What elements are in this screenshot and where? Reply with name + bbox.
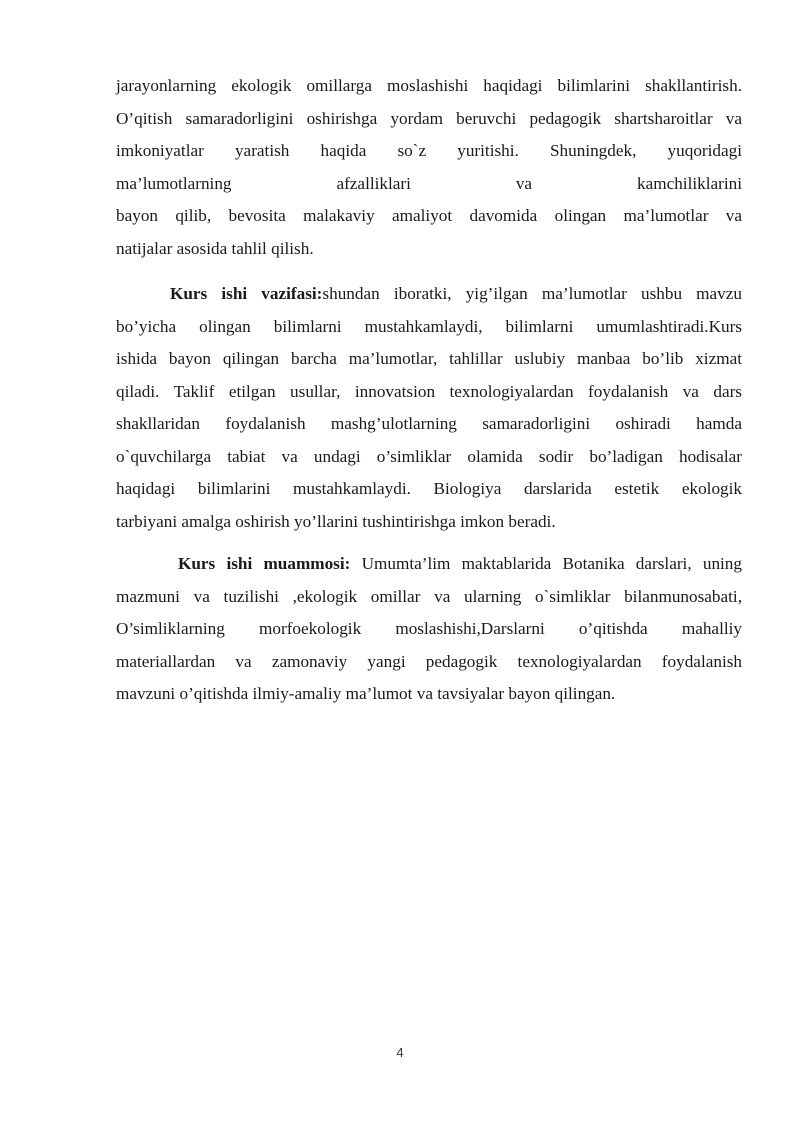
text-line: qiladi. Taklif etilgan usullar, innovatsion texnologiyalardan foydalanish va dars [116, 381, 742, 401]
paragraph-intro [116, 70, 742, 265]
text-line [116, 548, 742, 581]
text-line: jarayonlarning ekologik omillarga moslashishi haqidagi bilimlarini shakllantirish. [116, 76, 742, 95]
section-lead-tasks: Kurs ishi vazifasi: [170, 284, 323, 303]
text-line: mavzuni o’qitishda ilmiy-amaliy ma’lumot va tavsiyalar bayon qilingan. [116, 684, 616, 703]
text-line: O’simliklarning morfoekologik moslashishi,Darslarni o’qitishda mahalliy [116, 619, 742, 638]
text-line: bayon qilib, bevosita malakaviy amaliyot davomida olingan ma’lumotlar va [116, 206, 742, 225]
text-line: o`quvchilarga tabiat va undagi o’simliklar olamida sodir bo’ladigan hodisalar [116, 446, 742, 466]
text-line: bo’yicha olingan bilimlarni mustahkamlaydi, bilimlarni umumlashtiradi.Kurs [116, 316, 742, 336]
text-line: imkoniyatlar yaratish haqida so`z yuritishi. Shuningdek, yuqoridagi [116, 141, 742, 160]
text-line: natijalar asosida tahlil qilish. [116, 238, 314, 258]
text-line [116, 278, 742, 311]
text-line: shakllaridan foydalanish mashg’ulotlarning samaradorligini oshiradi hamda [116, 414, 742, 433]
text-line: haqidagi bilimlarini mustahkamlaydi. Biologiya darslarida estetik ekologik [116, 479, 742, 498]
text-line: tarbiyani amalga oshirish yo’llarini tushintirishga imkon beradi. [116, 511, 556, 531]
text-line: materiallardan va zamonaviy yangi pedagogik texnologiyalardan foydalanish [116, 651, 742, 671]
text-line: ishida bayon qilingan barcha ma’lumotlar, tahlillar uslubiy manbaa bo’lib xizmat [116, 349, 742, 368]
paragraph-course-problem [116, 548, 742, 711]
text-line: O’qitish samaradorligini oshirishga yordam beruvchi pedagogik shartsharoitlar va [116, 108, 742, 128]
section-lead-problem: Kurs ishi muammosi: [178, 554, 351, 573]
text-line: mazmuni va tuzilishi ,ekologik omillar va ularning o`simliklar bilanmunosabati, [116, 586, 742, 606]
text-span: Umumta’lim maktablarida Botanika darslari, uning [350, 554, 742, 573]
text-line: ma’lumotlarning afzalliklari va kamchiliklarini [116, 173, 742, 193]
page-number: 4 [396, 1045, 404, 1060]
text-span: shundan iboratki, yig’ilgan ma’lumotlar ushbu mavzu [322, 284, 742, 303]
paragraph-course-tasks [116, 278, 742, 538]
